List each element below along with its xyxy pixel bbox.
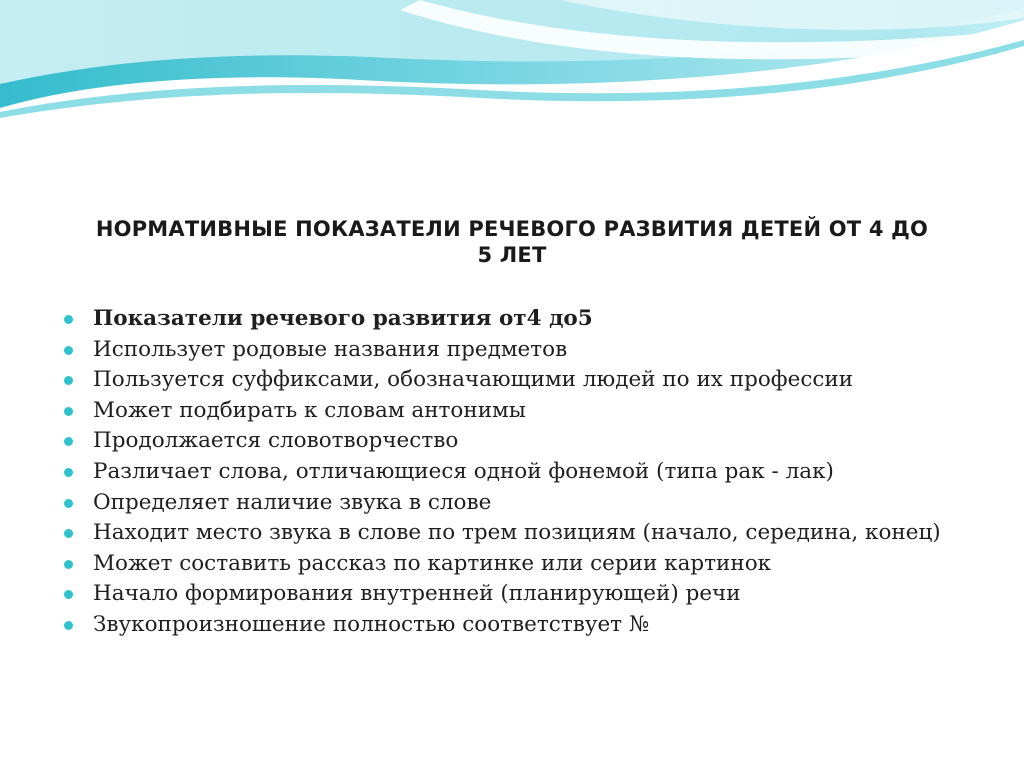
- bullet-text: Может составить рассказ по картинке или серии картинок: [93, 550, 772, 576]
- bullet-dot-icon: [64, 437, 73, 446]
- bullet-text: Показатели речевого развития от4 до5: [93, 306, 593, 331]
- bullet-text: Продолжается словотворчество: [93, 428, 459, 454]
- bullet-dot-icon: [64, 499, 73, 508]
- bullet-item: [64, 488, 994, 519]
- bullet-dot-icon: [64, 468, 73, 477]
- slide-title-line-1: НОРМАТИВНЫЕ ПОКАЗАТЕЛИ РЕЧЕВОГО РАЗВИТИЯ ДЕТЕЙ ОТ 4 ДО: [95, 217, 929, 241]
- bullet-dot-icon: [64, 376, 73, 385]
- bullet-text: Находит место звука в слове по трем позициям (начало, середина, конец): [93, 520, 941, 546]
- slide-title-line-2: 5 ЛЕТ: [477, 243, 547, 267]
- slide-title: [60, 216, 964, 268]
- bullet-dot-icon: [64, 407, 73, 416]
- bullet-text: Может подбирать к словам антонимы: [93, 397, 526, 423]
- header-wave-decoration: [0, 0, 1024, 130]
- bullet-dot-icon: [64, 621, 73, 630]
- bullet-item: [64, 457, 994, 488]
- bullet-dot-icon: [64, 590, 73, 599]
- bullet-text: Определяет наличие звука в слове: [93, 489, 492, 515]
- bullet-item: [64, 426, 994, 457]
- bullet-item: [64, 579, 994, 610]
- bullet-list: [64, 304, 994, 641]
- bullet-item: [64, 610, 994, 641]
- bullet-text: Начало формирования внутренней (планирующей) речи: [93, 581, 741, 607]
- bullet-text: Звукопроизношение полностью соответствует №: [93, 611, 650, 637]
- bullet-item: [64, 549, 994, 580]
- bullet-item: [64, 365, 994, 396]
- bullet-text: Пользуется суффиксами, обозначающими людей по их профессии: [93, 367, 854, 393]
- bullet-item: [64, 335, 994, 366]
- bullet-dot-icon: [64, 529, 73, 538]
- bullet-item-heading: [64, 304, 994, 335]
- bullet-dot-icon: [64, 315, 73, 324]
- bullet-text: Использует родовые названия предметов: [93, 336, 568, 362]
- bullet-dot-icon: [64, 346, 73, 355]
- bullet-item: [64, 396, 994, 427]
- bullet-item: [64, 518, 994, 549]
- bullet-text: Различает слова, отличающиеся одной фонемой (типа рак - лак): [93, 458, 834, 484]
- bullet-dot-icon: [64, 560, 73, 569]
